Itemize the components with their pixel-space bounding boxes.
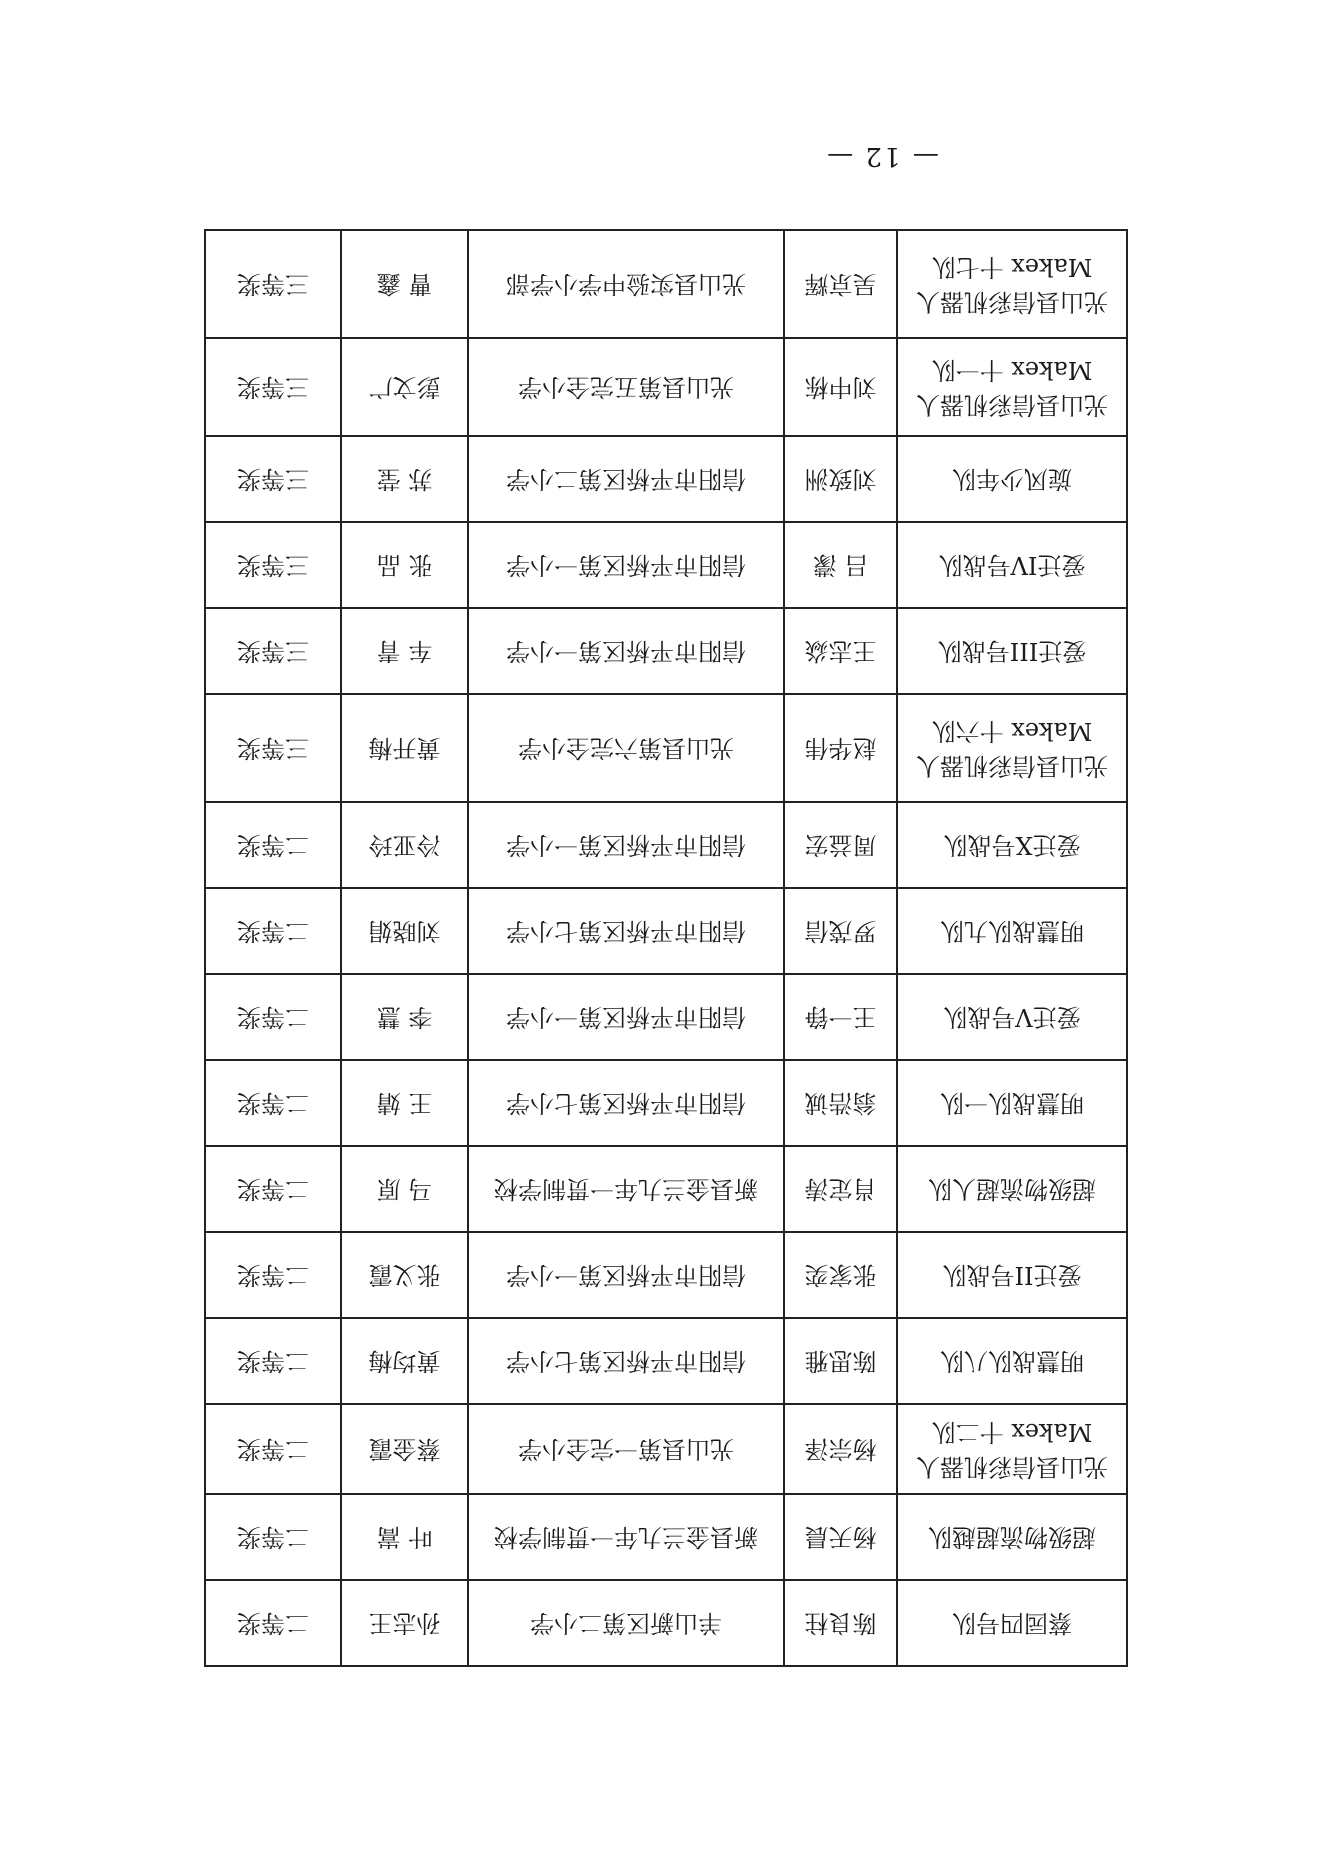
student-cell [341, 436, 468, 522]
school-cell [468, 1146, 784, 1232]
student-text: 刘晓娟 [368, 917, 441, 946]
table-row [205, 1494, 1127, 1580]
coach-cell [784, 608, 897, 694]
team-cell [897, 338, 1127, 436]
coach-cell [784, 1060, 897, 1146]
team-text: 光山县信彩机器人 Makex 十七队 [916, 253, 1108, 316]
award-text: 二等奖 [237, 1089, 309, 1118]
school-text: 信阳市平桥区第七小学 [506, 917, 746, 946]
team-text: 明慧战队九队 [940, 917, 1084, 946]
coach-cell [784, 802, 897, 888]
coach-text: 陈思雅 [804, 1347, 877, 1376]
award-cell [205, 694, 341, 802]
award-text: 二等奖 [237, 1347, 309, 1376]
team-cell [897, 1232, 1127, 1318]
school-cell [468, 522, 784, 608]
table-row [205, 1060, 1127, 1146]
coach-text: 张家奕 [804, 1261, 877, 1290]
award-cell [205, 1318, 341, 1404]
table-row [205, 1146, 1127, 1232]
coach-text: 王一铮 [804, 1003, 877, 1032]
team-text: 超级物流超越队 [928, 1523, 1096, 1552]
table-row [205, 802, 1127, 888]
page-number: — 12 — [825, 141, 939, 171]
award-table [204, 229, 1128, 1667]
student-text: 孙志王 [368, 1609, 441, 1638]
school-cell [468, 230, 784, 338]
school-cell [468, 436, 784, 522]
team-cell [897, 802, 1127, 888]
team-text: 蔡园四号队 [952, 1609, 1072, 1638]
coach-cell [784, 436, 897, 522]
coach-cell [784, 1318, 897, 1404]
school-text: 信阳市平桥区第一小学 [506, 637, 746, 666]
award-cell [205, 1494, 341, 1580]
team-text: 爱迁III号战队 [937, 637, 1087, 666]
team-cell [897, 436, 1127, 522]
team-text: 光山县信彩机器人 Makex 十一队 [916, 356, 1108, 419]
school-text: 光山县第一完全小学 [518, 1435, 734, 1464]
student-cell [341, 1494, 468, 1580]
team-text: 爱迁V号战队 [943, 1003, 1081, 1032]
student-cell [341, 1146, 468, 1232]
coach-cell [784, 1494, 897, 1580]
school-cell [468, 338, 784, 436]
student-cell [341, 230, 468, 338]
school-cell [468, 974, 784, 1060]
table-row [205, 1318, 1127, 1404]
school-cell [468, 1232, 784, 1318]
award-cell [205, 1580, 341, 1666]
school-cell [468, 888, 784, 974]
award-text: 三等奖 [237, 551, 309, 580]
coach-cell [784, 974, 897, 1060]
school-cell [468, 1404, 784, 1494]
table-row [205, 694, 1127, 802]
team-cell [897, 694, 1127, 802]
table-row [205, 436, 1127, 522]
team-cell [897, 230, 1127, 338]
award-cell [205, 802, 341, 888]
team-text: 明慧战队八队 [940, 1347, 1084, 1376]
coach-text: 肖定涛 [804, 1175, 877, 1204]
award-cell [205, 522, 341, 608]
coach-cell [784, 522, 897, 608]
coach-text: 杨宗泽 [804, 1435, 877, 1464]
coach-cell [784, 1404, 897, 1494]
school-text: 新县金兰九年一贯制学校 [494, 1523, 758, 1552]
table-row [205, 1580, 1127, 1666]
school-cell [468, 608, 784, 694]
award-text: 二等奖 [237, 831, 309, 860]
award-text: 二等奖 [237, 1523, 309, 1552]
student-cell [341, 1318, 468, 1404]
team-text: 超级物流超人队 [928, 1175, 1096, 1204]
award-text: 二等奖 [237, 1261, 309, 1290]
student-text: 黄均梅 [368, 1347, 441, 1376]
award-cell [205, 1232, 341, 1318]
award-text: 三等奖 [237, 637, 309, 666]
student-text: 蔡金霞 [368, 1435, 441, 1464]
team-cell [897, 1060, 1127, 1146]
student-text: 张义霞 [368, 1261, 441, 1290]
award-cell [205, 436, 341, 522]
award-text: 二等奖 [237, 1609, 309, 1638]
school-text: 新县金兰九年一贯制学校 [494, 1175, 758, 1204]
student-text: 叶 嵩 [376, 1523, 433, 1552]
coach-text: 吴京辉 [804, 270, 877, 299]
team-cell [897, 888, 1127, 974]
table-row [205, 338, 1127, 436]
coach-text: 周益宏 [804, 831, 877, 860]
coach-text: 陈良柱 [804, 1609, 877, 1638]
team-text: 爱迁IV号战队 [938, 551, 1086, 580]
team-text: 爱迁X号战队 [943, 831, 1081, 860]
student-cell [341, 608, 468, 694]
award-text: 三等奖 [237, 465, 309, 494]
school-text: 信阳市平桥区第一小学 [506, 551, 746, 580]
school-cell [468, 1580, 784, 1666]
award-text: 二等奖 [237, 1175, 309, 1204]
table-row [205, 230, 1127, 338]
school-cell [468, 1318, 784, 1404]
team-cell [897, 1318, 1127, 1404]
student-text: 张 品 [376, 551, 433, 580]
school-text: 光山县第六完全小学 [518, 734, 734, 763]
team-text: 光山县信彩机器人 Makex 十二队 [916, 1418, 1108, 1481]
coach-cell [784, 338, 897, 436]
coach-text: 赵华伟 [804, 734, 877, 763]
team-text: 光山县信彩机器人 Makex 十六队 [916, 717, 1108, 780]
award-cell [205, 338, 341, 436]
coach-text: 吕 濛 [812, 551, 869, 580]
table-row [205, 888, 1127, 974]
team-cell [897, 1580, 1127, 1666]
school-text: 信阳市平桥区第一小学 [506, 831, 746, 860]
student-text: 黄开梅 [368, 734, 441, 763]
team-cell [897, 522, 1127, 608]
coach-cell [784, 1580, 897, 1666]
student-text: 马 原 [376, 1175, 433, 1204]
award-text: 二等奖 [237, 917, 309, 946]
school-text: 光山县实验中学小学部 [506, 270, 746, 299]
team-text: 明慧战队一队 [940, 1089, 1084, 1118]
award-cell [205, 608, 341, 694]
student-text: 冷亚玲 [368, 831, 441, 860]
award-cell [205, 1404, 341, 1494]
team-cell [897, 608, 1127, 694]
coach-cell [784, 1146, 897, 1232]
award-cell [205, 888, 341, 974]
student-text: 曹 鑫 [376, 270, 433, 299]
student-text: 彭文广 [368, 373, 441, 402]
school-cell [468, 802, 784, 888]
student-text: 苏 莹 [376, 465, 433, 494]
award-cell [205, 230, 341, 338]
student-text: 车 青 [376, 637, 433, 666]
coach-text: 翁浩诚 [804, 1089, 877, 1118]
school-text: 信阳市平桥区第一小学 [506, 1261, 746, 1290]
student-cell [341, 1404, 468, 1494]
coach-text: 王志焱 [804, 637, 877, 666]
student-cell [341, 694, 468, 802]
student-text: 王 婧 [376, 1089, 433, 1118]
student-cell [341, 1060, 468, 1146]
coach-cell [784, 888, 897, 974]
coach-cell [784, 230, 897, 338]
school-text: 信阳市平桥区第七小学 [506, 1347, 746, 1376]
school-cell [468, 1060, 784, 1146]
team-cell [897, 1146, 1127, 1232]
student-cell [341, 1580, 468, 1666]
table-row [205, 974, 1127, 1060]
coach-cell [784, 694, 897, 802]
table-row [205, 608, 1127, 694]
school-cell [468, 694, 784, 802]
coach-text: 罗茂信 [804, 917, 877, 946]
award-text: 三等奖 [237, 734, 309, 763]
school-text: 光山县第五完全小学 [518, 373, 734, 402]
award-table-body [205, 230, 1127, 1666]
table-row [205, 1232, 1127, 1318]
coach-text: 刘中栋 [804, 373, 877, 402]
award-text: 二等奖 [237, 1435, 309, 1464]
award-text: 三等奖 [237, 373, 309, 402]
school-text: 信阳市平桥区第一小学 [506, 1003, 746, 1032]
student-cell [341, 338, 468, 436]
award-cell [205, 1146, 341, 1232]
student-cell [341, 802, 468, 888]
school-text: 信阳市平桥区第二小学 [506, 465, 746, 494]
student-cell [341, 888, 468, 974]
team-cell [897, 974, 1127, 1060]
school-text: 羊山新区第二小学 [530, 1609, 722, 1638]
award-text: 二等奖 [237, 1003, 309, 1032]
coach-text: 杨天晨 [804, 1523, 877, 1552]
coach-cell [784, 1232, 897, 1318]
team-text: 爱迁II号战队 [942, 1261, 1082, 1290]
award-cell [205, 974, 341, 1060]
student-cell [341, 522, 468, 608]
school-cell [468, 1494, 784, 1580]
team-cell [897, 1404, 1127, 1494]
award-text: 三等奖 [237, 270, 309, 299]
team-text: 旋风少年队 [952, 465, 1072, 494]
award-cell [205, 1060, 341, 1146]
table-row [205, 1404, 1127, 1494]
student-cell [341, 974, 468, 1060]
student-cell [341, 1232, 468, 1318]
table-row [205, 522, 1127, 608]
student-text: 李 慧 [376, 1003, 433, 1032]
coach-text: 刘致洲 [804, 465, 877, 494]
school-text: 信阳市平桥区第七小学 [506, 1089, 746, 1118]
team-cell [897, 1494, 1127, 1580]
